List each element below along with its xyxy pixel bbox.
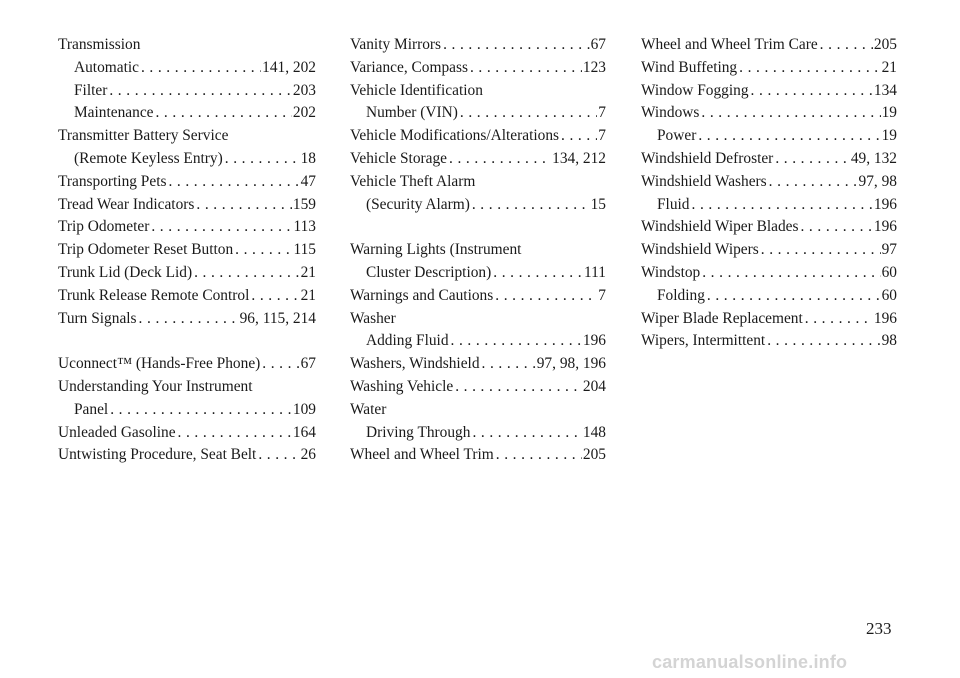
index-entry-term: Wind Buffeting [641, 58, 738, 76]
index-entry-term: Driving Through [366, 423, 471, 441]
index-entry [641, 102, 897, 125]
index-entry-term: Windshield Defroster [641, 149, 774, 167]
index-entry-page[interactable]: 159 [292, 195, 316, 213]
index-entry [58, 216, 316, 239]
index-entry-term: Number (VIN) [366, 104, 458, 122]
dot-leader [493, 262, 583, 285]
index-entry [641, 285, 897, 308]
index-entry [58, 376, 316, 399]
index-entry-page[interactable]: 113 [293, 218, 316, 236]
index-entry [58, 125, 316, 148]
index-entry-page[interactable]: 196 [873, 309, 897, 327]
index-column-3 [641, 34, 897, 353]
dot-leader [110, 399, 292, 422]
index-entry-term: Warning Lights (Instrument [350, 241, 522, 259]
dot-leader [775, 148, 850, 171]
index-entry-page[interactable]: 115 [293, 241, 316, 259]
index-entry-term: Transporting Pets [58, 172, 167, 190]
index-entry [350, 102, 606, 125]
dot-leader [561, 125, 597, 148]
dot-leader [235, 239, 292, 262]
dot-leader [455, 376, 582, 399]
index-entry-page[interactable]: 148 [582, 423, 606, 441]
index-entry-page[interactable]: 203 [292, 81, 316, 99]
index-entry-page[interactable]: 109 [292, 400, 316, 418]
index-column-2 [350, 34, 606, 467]
dot-leader [472, 194, 590, 217]
index-entry-page[interactable]: 15 [590, 195, 606, 213]
index-entry [350, 34, 606, 57]
index-entry-term: Water [350, 400, 387, 418]
index-entry [58, 285, 316, 308]
index-entry [350, 239, 606, 262]
index-entry [350, 353, 606, 376]
dot-leader [767, 330, 880, 353]
index-entry [350, 308, 606, 331]
index-entry [350, 262, 606, 285]
index-entry-page[interactable]: 18 [300, 149, 316, 167]
index-entry-page[interactable]: 7 [598, 127, 606, 145]
dot-leader [139, 308, 239, 331]
dot-leader [820, 34, 873, 57]
index-entry [350, 285, 606, 308]
index-entry-page[interactable]: 97 [881, 241, 897, 259]
dot-leader [451, 330, 582, 353]
index-entry [350, 399, 606, 422]
index-entry-page[interactable]: 141, 202 [262, 58, 316, 76]
dot-leader [196, 194, 292, 217]
index-entry-page[interactable]: 60 [881, 286, 897, 304]
index-entry-term: Wheel and Wheel Trim [350, 446, 494, 464]
index-entry-term: Filter [74, 81, 108, 99]
index-entry [58, 57, 316, 80]
index-entry-page[interactable]: 98 [881, 332, 897, 350]
dot-leader [168, 171, 299, 194]
index-entry [641, 34, 897, 57]
index-entry-term: Windows [641, 104, 700, 122]
index-entry-page[interactable]: 134 [873, 81, 897, 99]
index-entry-page[interactable]: 123 [582, 58, 606, 76]
index-entry-term: Tread Wear Indicators [58, 195, 195, 213]
index-entry-page[interactable]: 21 [881, 58, 897, 76]
watermark: carmanualsonline.info [652, 652, 848, 672]
index-entry-term: Automatic [74, 58, 139, 76]
index-entry [641, 125, 897, 148]
index-entry-term: (Remote Keyless Entry) [74, 149, 223, 167]
index-entry [58, 308, 316, 331]
dot-leader [262, 353, 299, 376]
index-entry-term: Vanity Mirrors [350, 36, 442, 53]
index-entry-term: Vehicle Theft Alarm [350, 172, 476, 190]
index-entry-page[interactable]: 67 [590, 36, 606, 53]
index-entry-term: Understanding Your Instrument [58, 377, 253, 395]
index-entry [350, 80, 606, 103]
index-entry [350, 376, 606, 399]
index-entry [58, 34, 316, 57]
dot-leader [151, 216, 292, 239]
index-entry-term: Uconnect™ (Hands-Free Phone) [58, 355, 261, 373]
index-entry [641, 80, 897, 103]
index-entry-page[interactable]: 196 [873, 218, 897, 236]
index-entry-term: Vehicle Identification [350, 81, 483, 99]
index-entry-term: Washers, Windshield [350, 355, 480, 373]
index-entry [350, 148, 606, 171]
index-entry-page[interactable]: 202 [292, 104, 316, 122]
index-entry [58, 353, 316, 376]
index-entry-term: Wiper Blade Replacement [641, 309, 803, 327]
dot-leader [109, 80, 292, 103]
dot-leader [449, 148, 551, 171]
dot-leader [495, 285, 597, 308]
index-entry-term: Unleaded Gasoline [58, 423, 176, 441]
index-entry-page[interactable]: 205 [582, 446, 606, 464]
index-entry [58, 444, 316, 467]
index-entry [58, 102, 316, 125]
index-entry-term: Transmitter Battery Service [58, 127, 229, 145]
index-entry-term: Folding [657, 286, 705, 304]
index-entry-page[interactable]: 7 [598, 286, 606, 304]
index-entry [350, 194, 606, 217]
index-entry [58, 148, 316, 171]
index-column-1 [58, 34, 316, 467]
dot-leader [443, 34, 590, 57]
index-entry-term: Windstop [641, 263, 701, 281]
index-entry [58, 194, 316, 217]
dot-leader [155, 102, 291, 125]
index-entry-page[interactable]: 7 [598, 104, 606, 122]
index-entry-term: Windshield Wiper Blades [641, 218, 799, 236]
index-entry-page[interactable]: 196 [582, 332, 606, 350]
index-entry-page[interactable]: 111 [584, 263, 606, 281]
index-entry-page[interactable]: 205 [873, 36, 897, 53]
index-entry-term: Wipers, Intermittent [641, 332, 766, 350]
dot-leader [769, 171, 858, 194]
page-number: 233 [866, 619, 892, 638]
index-entry-page[interactable]: 21 [300, 286, 316, 304]
index-entry-page[interactable]: 26 [300, 446, 316, 464]
index-entry-page[interactable]: 97, 98, 196 [536, 355, 606, 373]
index-entry-page[interactable]: 97, 98 [858, 172, 897, 190]
index-entry-page[interactable]: 47 [300, 172, 316, 190]
dot-leader [800, 216, 872, 239]
index-entry-term: Adding Fluid [366, 332, 449, 350]
index-entry-term: Warnings and Cautions [350, 286, 494, 304]
index-entry [58, 262, 316, 285]
dot-leader [141, 57, 261, 80]
index-entry [58, 171, 316, 194]
index-entry [58, 239, 316, 262]
index-entry-page[interactable]: 134, 212 [552, 149, 606, 167]
index-entry [350, 57, 606, 80]
index-entry [641, 330, 897, 353]
index-entry [641, 262, 897, 285]
dot-leader [692, 194, 873, 217]
index-entry [641, 216, 897, 239]
index-entry-term: Cluster Description) [366, 263, 492, 281]
index-entry [641, 171, 897, 194]
index-entry-term: Washing Vehicle [350, 377, 454, 395]
index-entry-term: Transmission [58, 36, 141, 53]
dot-leader [472, 422, 581, 445]
index-entry [58, 422, 316, 445]
dot-leader [460, 102, 597, 125]
index-entry-term: Vehicle Modifications/Alterations [350, 127, 560, 145]
index-entry [58, 399, 316, 422]
index-entry-page[interactable]: 164 [292, 423, 316, 441]
index-entry-term: (Security Alarm) [366, 195, 470, 213]
index-entry [641, 308, 897, 331]
index-entry [350, 125, 606, 148]
index-entry-page[interactable]: 196 [873, 195, 897, 213]
dot-leader [702, 262, 880, 285]
dot-leader [739, 57, 880, 80]
index-entry-page[interactable]: 19 [881, 104, 897, 122]
index-entry-term: Vehicle Storage [350, 149, 448, 167]
dot-leader [701, 102, 880, 125]
index-entry-page[interactable]: 67 [300, 355, 316, 373]
index-entry-term: Panel [74, 400, 109, 418]
index-entry-term: Window Fogging [641, 81, 749, 99]
index-entry-page[interactable]: 204 [582, 377, 606, 395]
index-entry-term: Trip Odometer Reset Button [58, 241, 234, 259]
index-entry [350, 422, 606, 445]
dot-leader [225, 148, 300, 171]
dot-leader [178, 422, 292, 445]
index-entry-term: Washer [350, 309, 396, 327]
index-entry-term: Windshield Washers [641, 172, 767, 190]
index-entry-term: Maintenance [74, 104, 154, 122]
index-entry [641, 239, 897, 262]
dot-leader [805, 308, 873, 331]
dot-leader [194, 262, 300, 285]
index-entry [58, 80, 316, 103]
dot-leader [707, 285, 881, 308]
index-entry-term: Power [657, 127, 697, 145]
index-entry-page[interactable]: 49, 132 [850, 149, 897, 167]
index-entry [641, 57, 897, 80]
index-entry-page[interactable]: 21 [300, 263, 316, 281]
dot-leader [258, 444, 299, 467]
dot-leader [251, 285, 299, 308]
index-entry-page[interactable]: 96, 115, 214 [239, 309, 316, 327]
index-entry [350, 330, 606, 353]
dot-leader [761, 239, 881, 262]
index-entry [350, 444, 606, 467]
index-entry-term: Trunk Release Remote Control [58, 286, 250, 304]
index-entry [641, 194, 897, 217]
dot-leader [496, 444, 582, 467]
index-entry-term: Turn Signals [58, 309, 137, 327]
index-entry-term: Wheel and Wheel Trim Care [641, 36, 818, 53]
dot-leader [470, 57, 582, 80]
index-entry-page[interactable]: 60 [881, 263, 897, 281]
index-entry-term: Trip Odometer [58, 218, 150, 236]
dot-leader [698, 125, 880, 148]
index-entry-term: Trunk Lid (Deck Lid) [58, 263, 193, 281]
index-entry-term: Fluid [657, 195, 690, 213]
dot-leader [751, 80, 873, 103]
index-entry-term: Variance, Compass [350, 58, 468, 76]
index-entry [350, 171, 606, 194]
index-entry-term: Windshield Wipers [641, 241, 759, 259]
index-entry [641, 148, 897, 171]
dot-leader [482, 353, 536, 376]
index-entry-page[interactable]: 19 [881, 127, 897, 145]
index-entry-term: Untwisting Procedure, Seat Belt [58, 446, 257, 464]
